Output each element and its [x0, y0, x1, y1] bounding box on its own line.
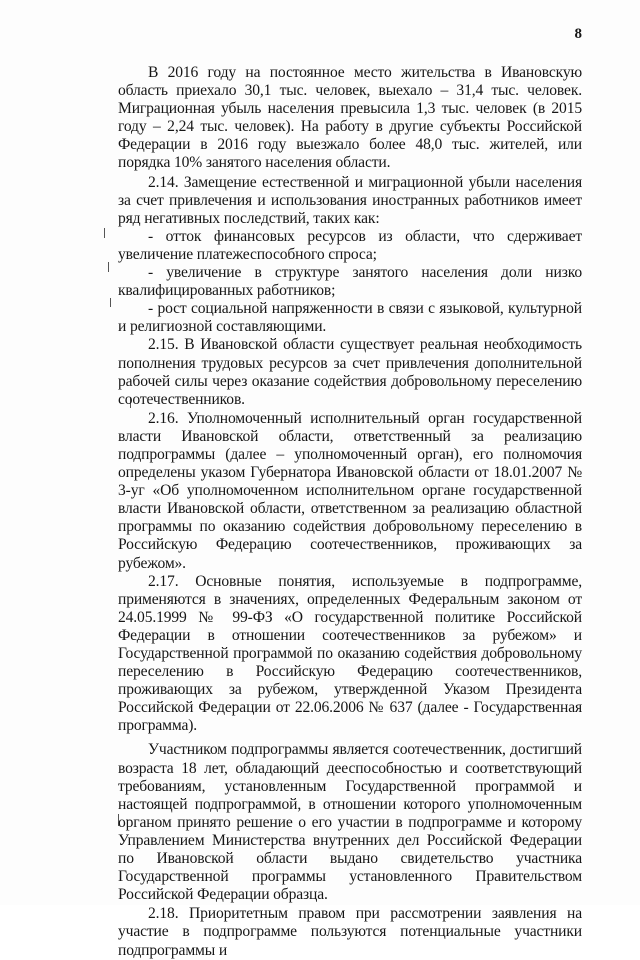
paragraph-2-16: 2.16. Уполномоченный исполнительный орган государственной власти Ивановской области, ответственный за реализацию подпрограммы (далее – уполномоченный орган), его полномочия определены указом Губернатора Ивановской области от 18.01.2007 № 3-уг «Об уполномоченном исполнительном органе государственной власти Ивановской области, ответственном за реализацию областной программы по оказанию содействия добровольному переселению в Российскую Федерацию соотечественников, проживающих за рубежом».: [118, 409, 582, 572]
paragraph-2-15: 2.15. В Ивановской области существует реальная необходимость пополнения трудовых ресурсов за счет привлечения дополнительной рабочей силы через оказание содействия добровольному переселению соотечественников.: [118, 336, 582, 408]
paragraph-migration: В 2016 году на постоянное место жительства в Ивановскую область приехало 30,1 тыс. человек, выехало – 31,4 тыс. человек. Миграционная убыль населения превысила 1,3 тыс. человек (в 2015 году – 2,24 тыс. человек). На работу в другие субъекты Российской Федерации в 2016 году выезжало более 48,0 тыс. жителей, или порядка 10% занятого населения области.: [118, 64, 582, 172]
bullet-item: - рост социальной напряженности в связи с языковой, культурной и религиозной составляющими.: [118, 300, 582, 336]
page-number: 8: [574, 26, 582, 42]
scan-margin-mark: [108, 262, 109, 272]
document-body: [118, 64, 582, 960]
bullet-item: - увеличение в структуре занятого населения доли низко квалифицированных работников;: [118, 264, 582, 300]
scan-margin-mark: [104, 228, 105, 238]
paragraph-participant: Участником подпрограммы является соотечественник, достигший возраста 18 лет, обладающий дееспособностью и соответствующий требованиям, установленным Государственной программой и настоящей подпрограммой, в отношении которого уполномоченным органом принято решение о его участии в подпрограмме и которому Управлением Министерства внутренних дел Российской Федерации по Ивановской области выдано свидетельство участника Государственной программы установленного Правительством Российской Федерации образца.: [118, 741, 582, 904]
scan-margin-mark: [110, 298, 111, 307]
paragraph-2-18: 2.18. Приоритетным правом при рассмотрении заявления на участие в подпрограмме пользуются потенциальные участники подпрограммы и: [118, 905, 582, 959]
bullet-item: - отток финансовых ресурсов из области, что сдерживает увеличение платежеспособного спроса;: [118, 227, 582, 263]
paragraph-2-17: 2.17. Основные понятия, используемые в подпрограмме, применяются в значениях, определенных Федеральным законом от 24.05.1999 № 99-ФЗ «О государственной политике Российской Федерации в отношении соотечественников за рубежом» и Государственной программой по оказанию содействия добровольному переселению в Российскую Федерацию соотечественников, проживающих за рубежом, утвержденной Указом Президента Российской Федерации от 22.06.2006 № 637 (далее - Государственная программа).: [118, 572, 582, 735]
paragraph-2-14: 2.14. Замещение естественной и миграционной убыли населения за счет привлечения и использования иностранных работников имеет ряд негативных последствий, таких как:: [118, 173, 582, 227]
